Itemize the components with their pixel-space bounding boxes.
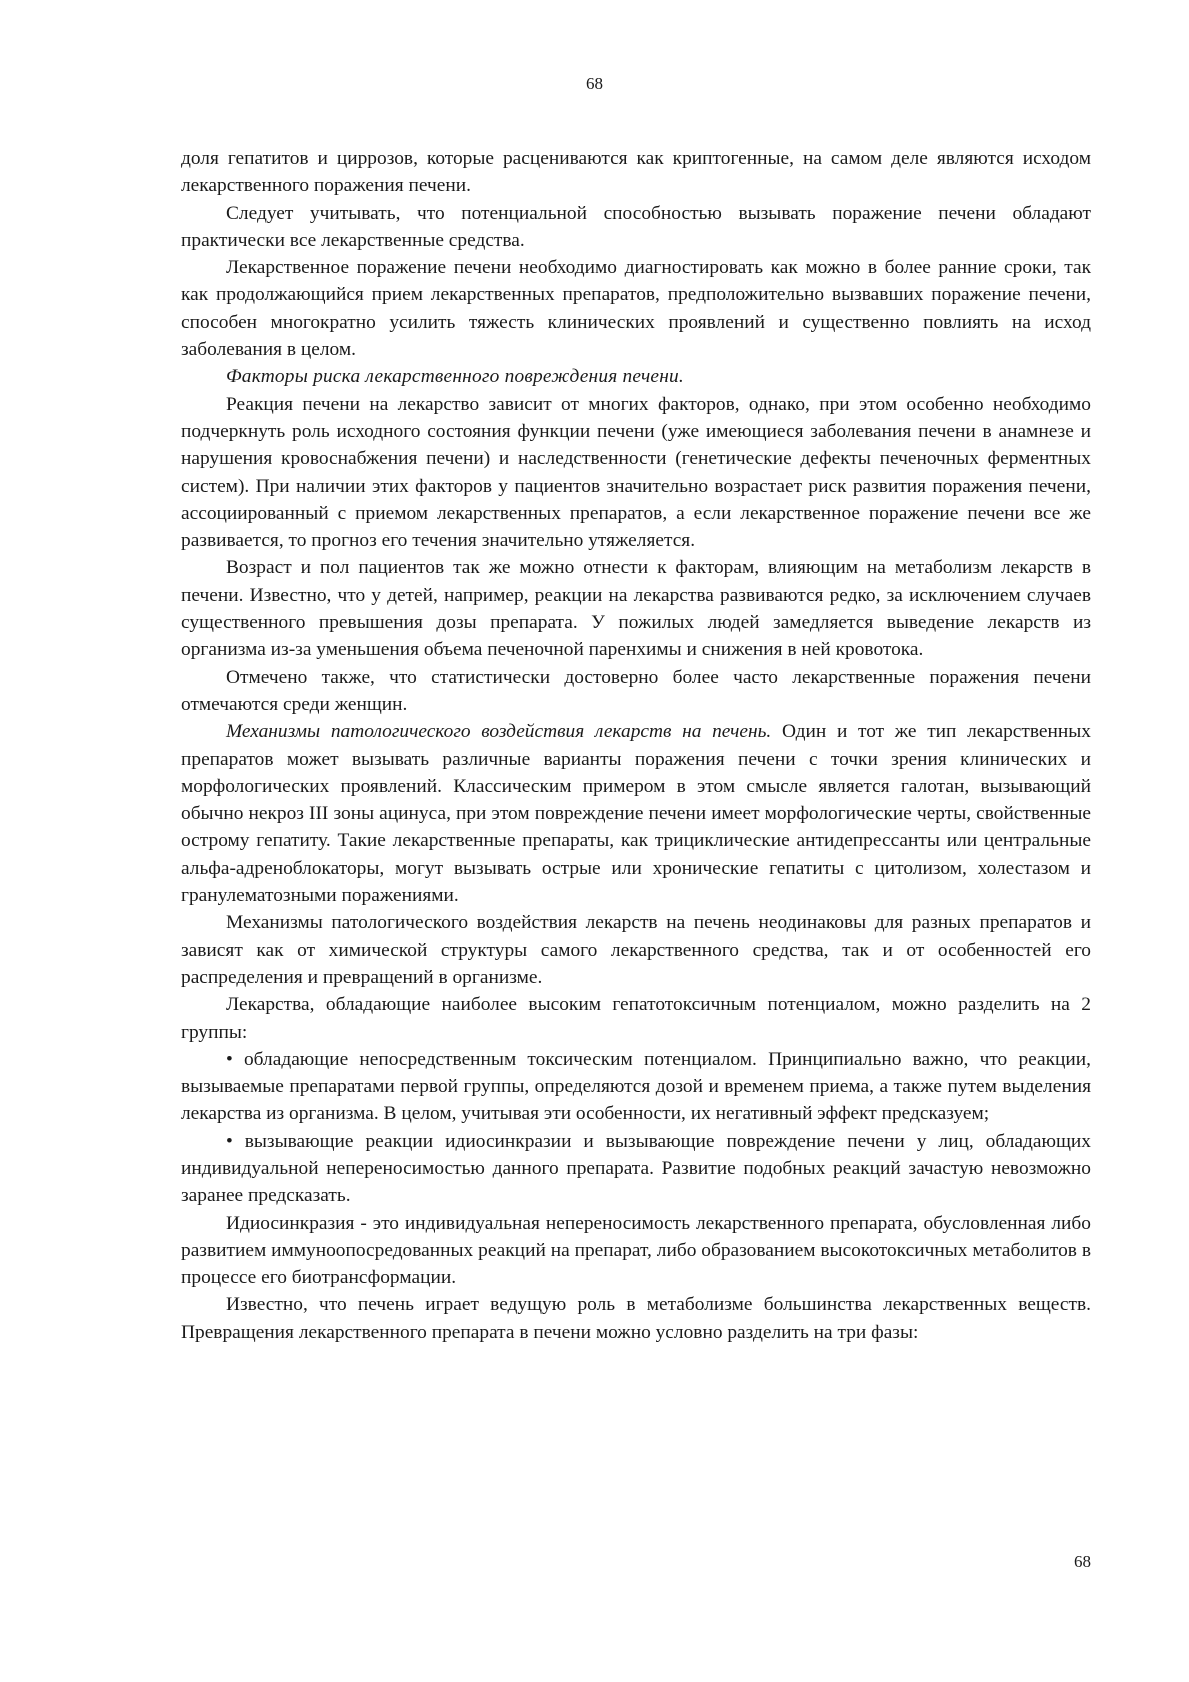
page-number-bottom: 68 (1074, 1552, 1091, 1571)
paragraph: Следует учитывать, что потенциальной способностью вызывать поражение печени обладают практически все лекарственные средства. (181, 202, 1091, 251)
section-subheading: Факторы риска лекарственного повреждения печени. (226, 366, 684, 388)
paragraph: доля гепатитов и циррозов, которые расцениваются как криптогенные, на самом деле являются исходом лекарственного поражения печени. (181, 148, 1091, 197)
paragraph: Идиосинкразия - это индивидуальная непереносимость лекарственного препарата, обусловленная либо развитием иммуноопосредованных реакций на препарат, либо образованием высокотоксичных метаболитов в процессе его биотрансформации. (181, 1212, 1091, 1289)
list-item: • вызывающие реакции идиосинкразии и вызывающие повреждение печени у лиц, обладающих индивидуальной непереносимостью данного препарата. Развитие подобных реакций зачастую невозможно заранее предсказать. (181, 1130, 1091, 1207)
body-text (181, 145, 1091, 1346)
paragraph: Механизмы патологического воздействия лекарств на печень неодинаковы для разных препаратов и зависят как от химической структуры самого лекарственного средства, так и от особенностей его распределения и превращений в организме. (181, 912, 1091, 988)
paragraph: Отмечено также, что статистически достоверно более часто лекарственные поражения печени отмечаются среди женщин. (181, 666, 1091, 715)
paragraph: Лекарственное поражение печени необходимо диагностировать как можно в более ранние сроки, так как продолжающийся прием лекарственных препаратов, предположительно вызвавших поражение печени, способен многократно усилить тяжесть клинических проявлений и существенно повлиять на исход заболевания в целом. (181, 257, 1091, 361)
paragraph-text: Один и тот же тип лекарственных препаратов может вызывать различные варианты поражения печени с точки зрения клинических и морфологических проявлений. Классическим примером в этом смысле является галотан, вызывающий обычно некроз III зоны ацинуса, при этом повреждение печени имеет морфологические черты, свойственные острому гепатиту. Такие лекарственные препараты, как трициклические антидепрессанты или центральные альфа-адреноблокаторы, могут вызывать острые или хронические гепатиты с цитолизом, холестазом и гранулематозными поражениями. (181, 721, 1091, 907)
page-number-top: 68 (586, 74, 603, 93)
paragraph: Реакция печени на лекарство зависит от многих факторов, однако, при этом особенно необходимо подчеркнуть роль исходного состояния функции печени (уже имеющиеся заболевания печени в анамнезе и нарушения кровоснабжения печени) и наследственности (генетические дефекты печеночных ферментных систем). При наличии этих факторов у пациентов значительно возрастает риск развития поражения печени, ассоциированный с приемом лекарственных препаратов, а если лекарственное поражение печени все же развивается, то прогноз его течения значительно утяжеляется. (181, 393, 1091, 552)
paragraph-with-heading (181, 718, 1091, 909)
paragraph: Лекарства, обладающие наиболее высоким гепатотоксичным потенциалом, можно разделить на 2 группы: (181, 994, 1091, 1043)
paragraph: Возраст и пол пациентов так же можно отнести к факторам, влияющим на метаболизм лекарств в печени. Известно, что у детей, например, реакции на лекарства развиваются редко, за исключением случаев существенного превышения дозы препарата. У пожилых людей замедляется выведение лекарств из организма из-за уменьшения объема печеночной паренхимы и снижения в ней кровотока. (181, 557, 1091, 661)
inline-subheading: Механизмы патологического воздействия лекарств на печень. (226, 721, 772, 743)
paragraph: Известно, что печень играет ведущую роль в метаболизме большинства лекарственных веществ. Превращения лекарственного препарата в печени можно условно разделить на три фазы: (181, 1294, 1091, 1343)
list-item: • обладающие непосредственным токсическим потенциалом. Принципиально важно, что реакции, вызываемые препаратами первой группы, определяются дозой и временем приема, а также путем выделения лекарства из организма. В целом, учитывая эти особенности, их негативный эффект предсказуем; (181, 1048, 1091, 1125)
